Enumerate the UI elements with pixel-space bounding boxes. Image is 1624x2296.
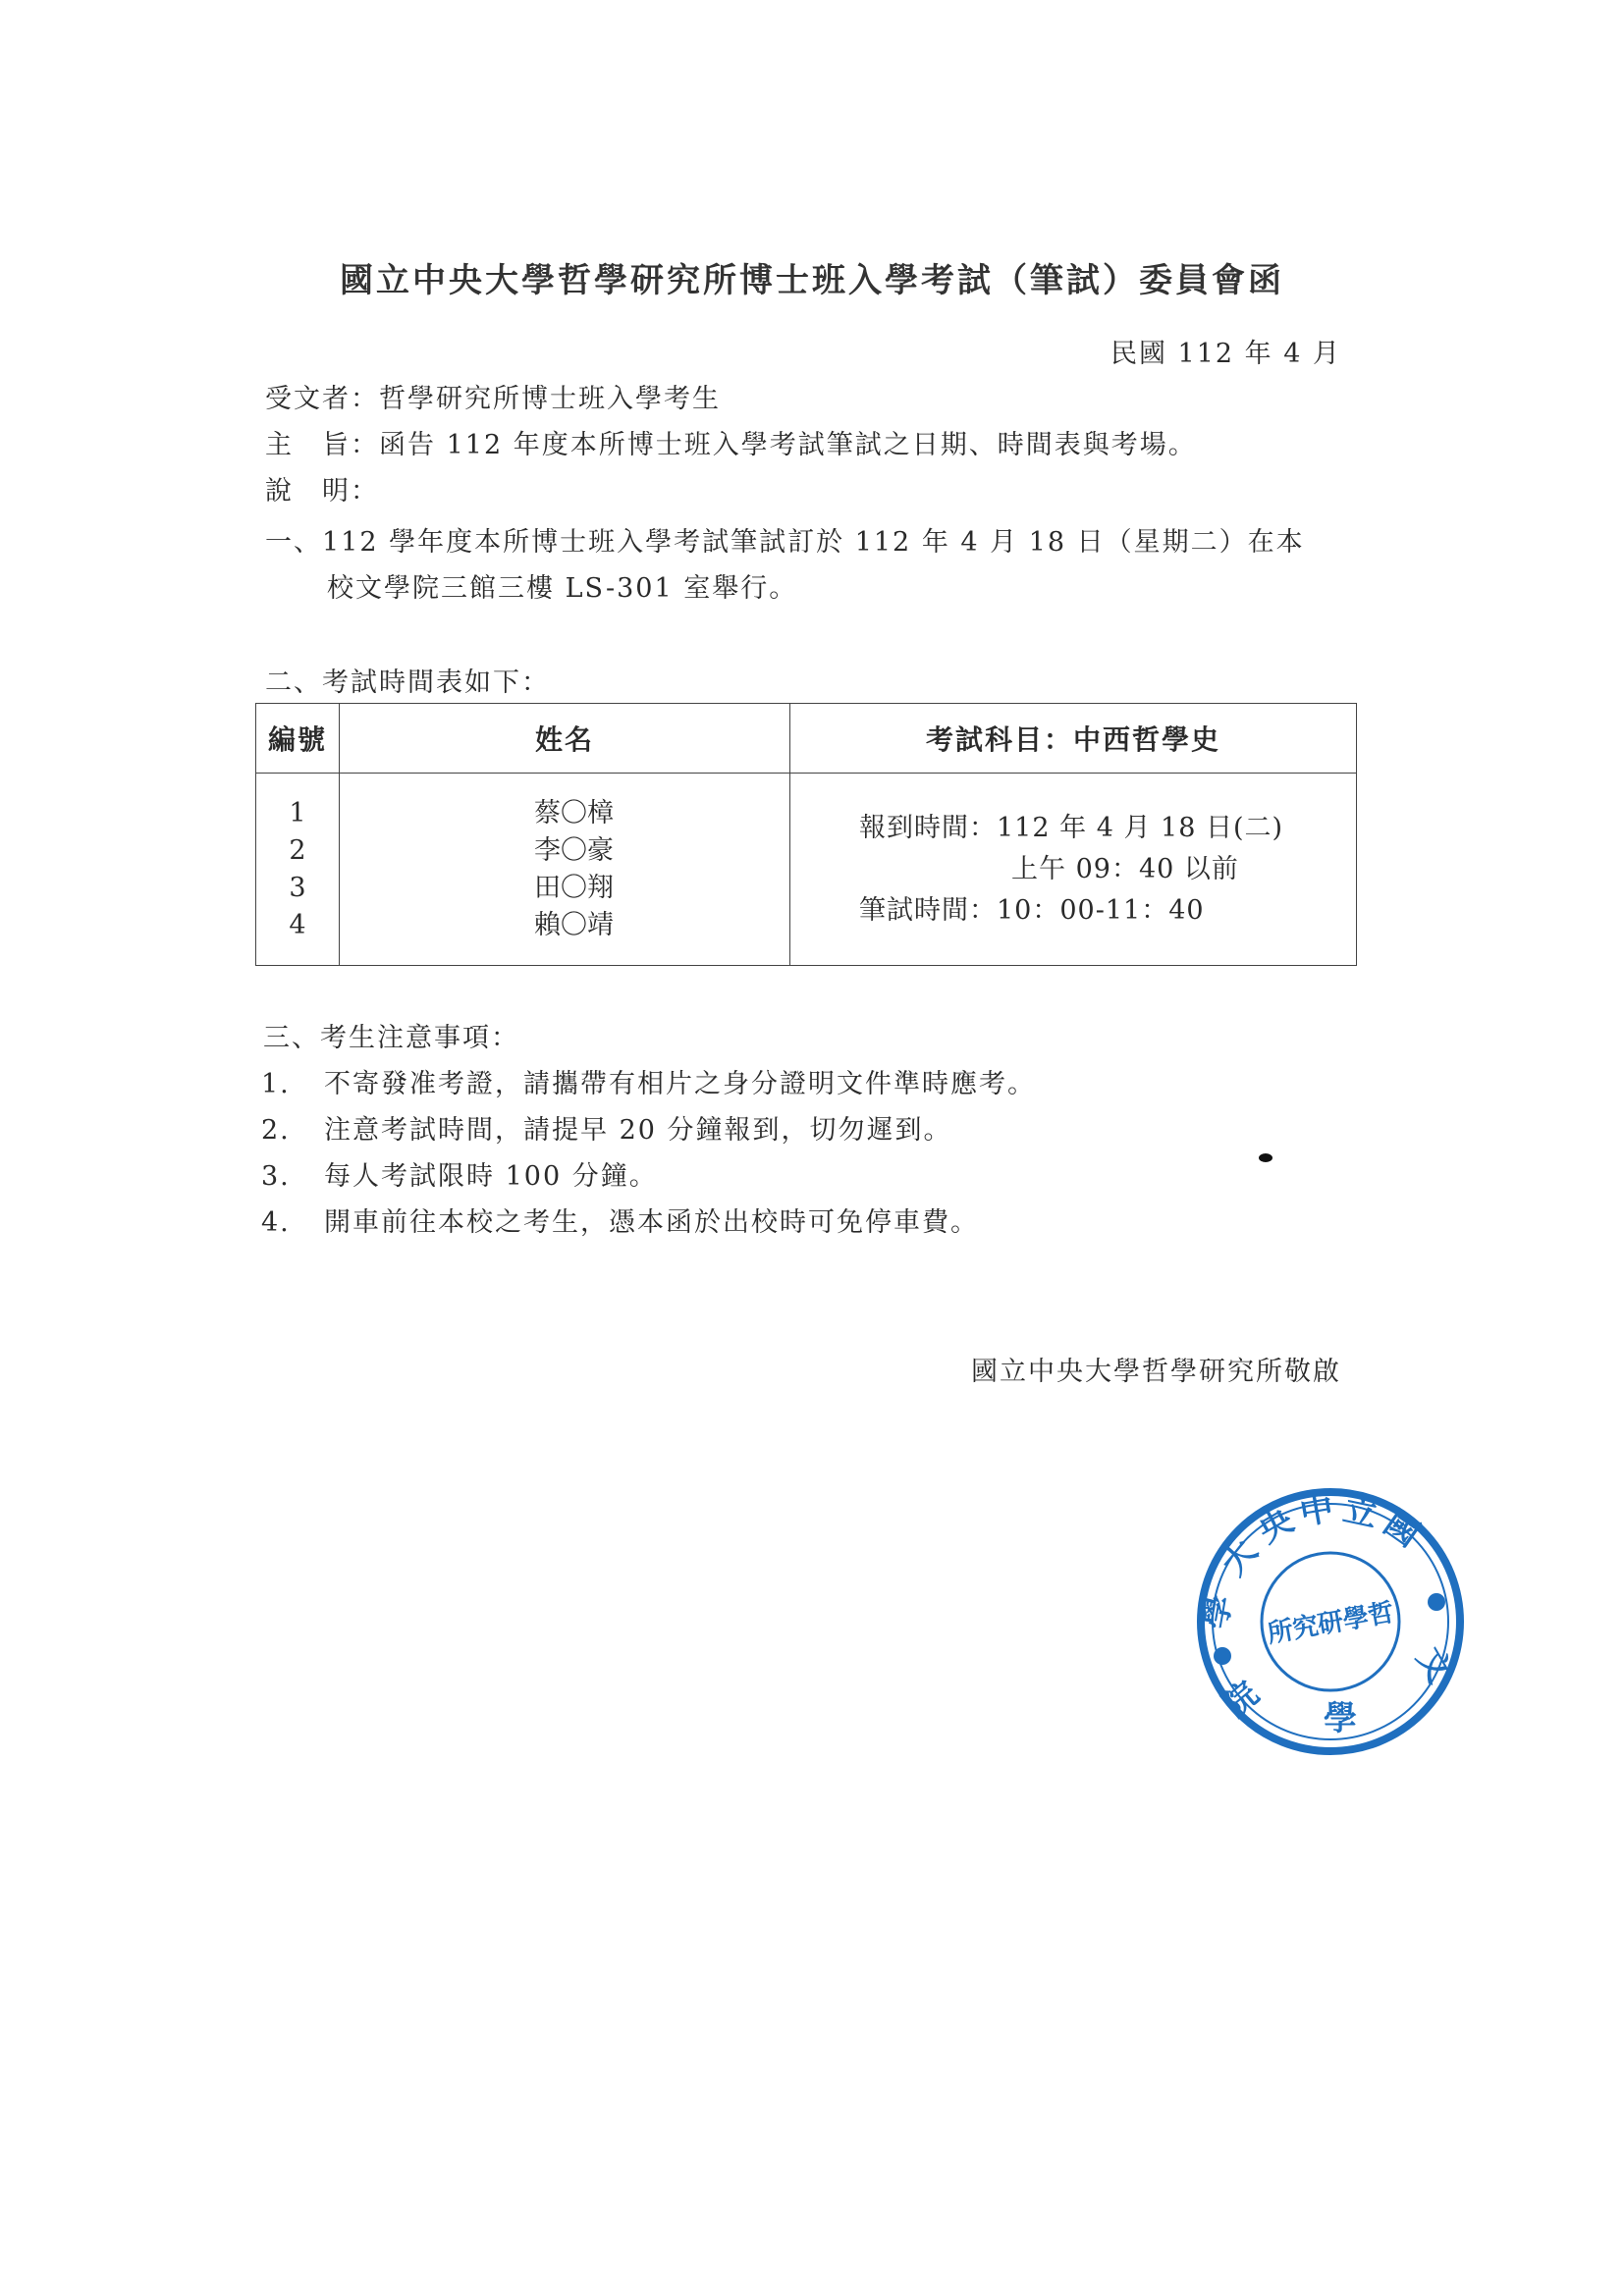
- subject-label: 主 旨：: [265, 430, 379, 460]
- svg-text:中: 中: [1296, 1488, 1337, 1533]
- note-number: 3.: [261, 1161, 291, 1192]
- svg-text:院: 院: [1216, 1674, 1267, 1726]
- numbers-cell: [256, 774, 340, 966]
- candidate-name: 蔡〇樟: [534, 797, 614, 828]
- note-text: 注意考試時間，請提早 20 分鐘報到，切勿遲到。: [324, 1115, 952, 1146]
- row-number: 4: [289, 909, 306, 940]
- item-1-line-1: 一、112 學年度本所博士班入學考試筆試訂於 112 年 4 月 18 日（星期二）在本: [265, 527, 1305, 558]
- candidate-name: 李〇豪: [534, 834, 614, 866]
- candidate-name: 賴〇靖: [534, 909, 614, 940]
- report-time: 報到時間：112 年 4 月 18 日(二): [859, 812, 1284, 843]
- note-item: [261, 1201, 979, 1239]
- table-row: [256, 774, 1357, 966]
- row-number: 1: [289, 797, 306, 828]
- notes-title: 三、考生注意事項：: [263, 1023, 519, 1053]
- item-2: 二、考試時間表如下：: [265, 667, 550, 698]
- row-number: 2: [289, 834, 306, 866]
- header-subject: 考試科目：中西哲學史: [790, 704, 1357, 774]
- note-text: 開車前往本校之考生，憑本函於出校時可免停車費。: [324, 1207, 979, 1238]
- seal-inner-text: 所究研學哲: [1265, 1597, 1396, 1650]
- recipient-line: 受文者：哲學研究所博士班入學考生: [265, 384, 721, 414]
- ink-speck: [1259, 1153, 1272, 1162]
- exam-info-cell: [790, 774, 1357, 966]
- note-number: 1.: [261, 1069, 291, 1099]
- note-item: [261, 1154, 658, 1193]
- candidate-name: 田〇翔: [534, 872, 614, 903]
- explain-label: 說 明：: [265, 476, 379, 507]
- header-name: 姓名: [340, 704, 790, 774]
- note-item: [261, 1062, 1036, 1100]
- note-text: 不寄發准考證，請攜帶有相片之身分證明文件準時應考。: [324, 1069, 1036, 1099]
- note-number: 2.: [261, 1115, 291, 1146]
- report-time-detail: 上午 09：40 以前: [1011, 853, 1239, 884]
- schedule-table: [255, 703, 1357, 966]
- closing-signature: 國立中央大學哲學研究所敬啟: [971, 1357, 1341, 1387]
- note-number: 4.: [261, 1207, 291, 1238]
- subject-line: [265, 423, 1197, 461]
- document-title: 國立中央大學哲學研究所博士班入學考試（筆試）委員會函: [340, 261, 1284, 300]
- official-seal: [1193, 1484, 1468, 1759]
- svg-text:國: 國: [1376, 1503, 1427, 1556]
- svg-text:立: 立: [1339, 1490, 1381, 1536]
- note-text: 每人考試限時 100 分鐘。: [324, 1161, 658, 1192]
- svg-text:學: 學: [1324, 1699, 1357, 1738]
- row-number: 3: [289, 872, 306, 903]
- note-item: [261, 1108, 952, 1147]
- table-header-row: [256, 704, 1357, 774]
- exam-time: 筆試時間：10：00-11：40: [859, 894, 1205, 926]
- document-date: 民國 112 年 4 月: [1110, 339, 1341, 369]
- header-number: 編號: [256, 704, 340, 774]
- svg-text:文: 文: [1408, 1640, 1460, 1690]
- names-cell: [340, 774, 790, 966]
- item-1-line-2: 校文學院三館三樓 LS-301 室舉行。: [327, 573, 798, 604]
- subject-text: 函告 112 年度本所博士班入學考試筆試之日期、時間表與考場。: [379, 430, 1197, 460]
- svg-text:央: 央: [1251, 1500, 1301, 1552]
- svg-text:大: 大: [1214, 1532, 1266, 1583]
- svg-text:學: 學: [1195, 1591, 1240, 1632]
